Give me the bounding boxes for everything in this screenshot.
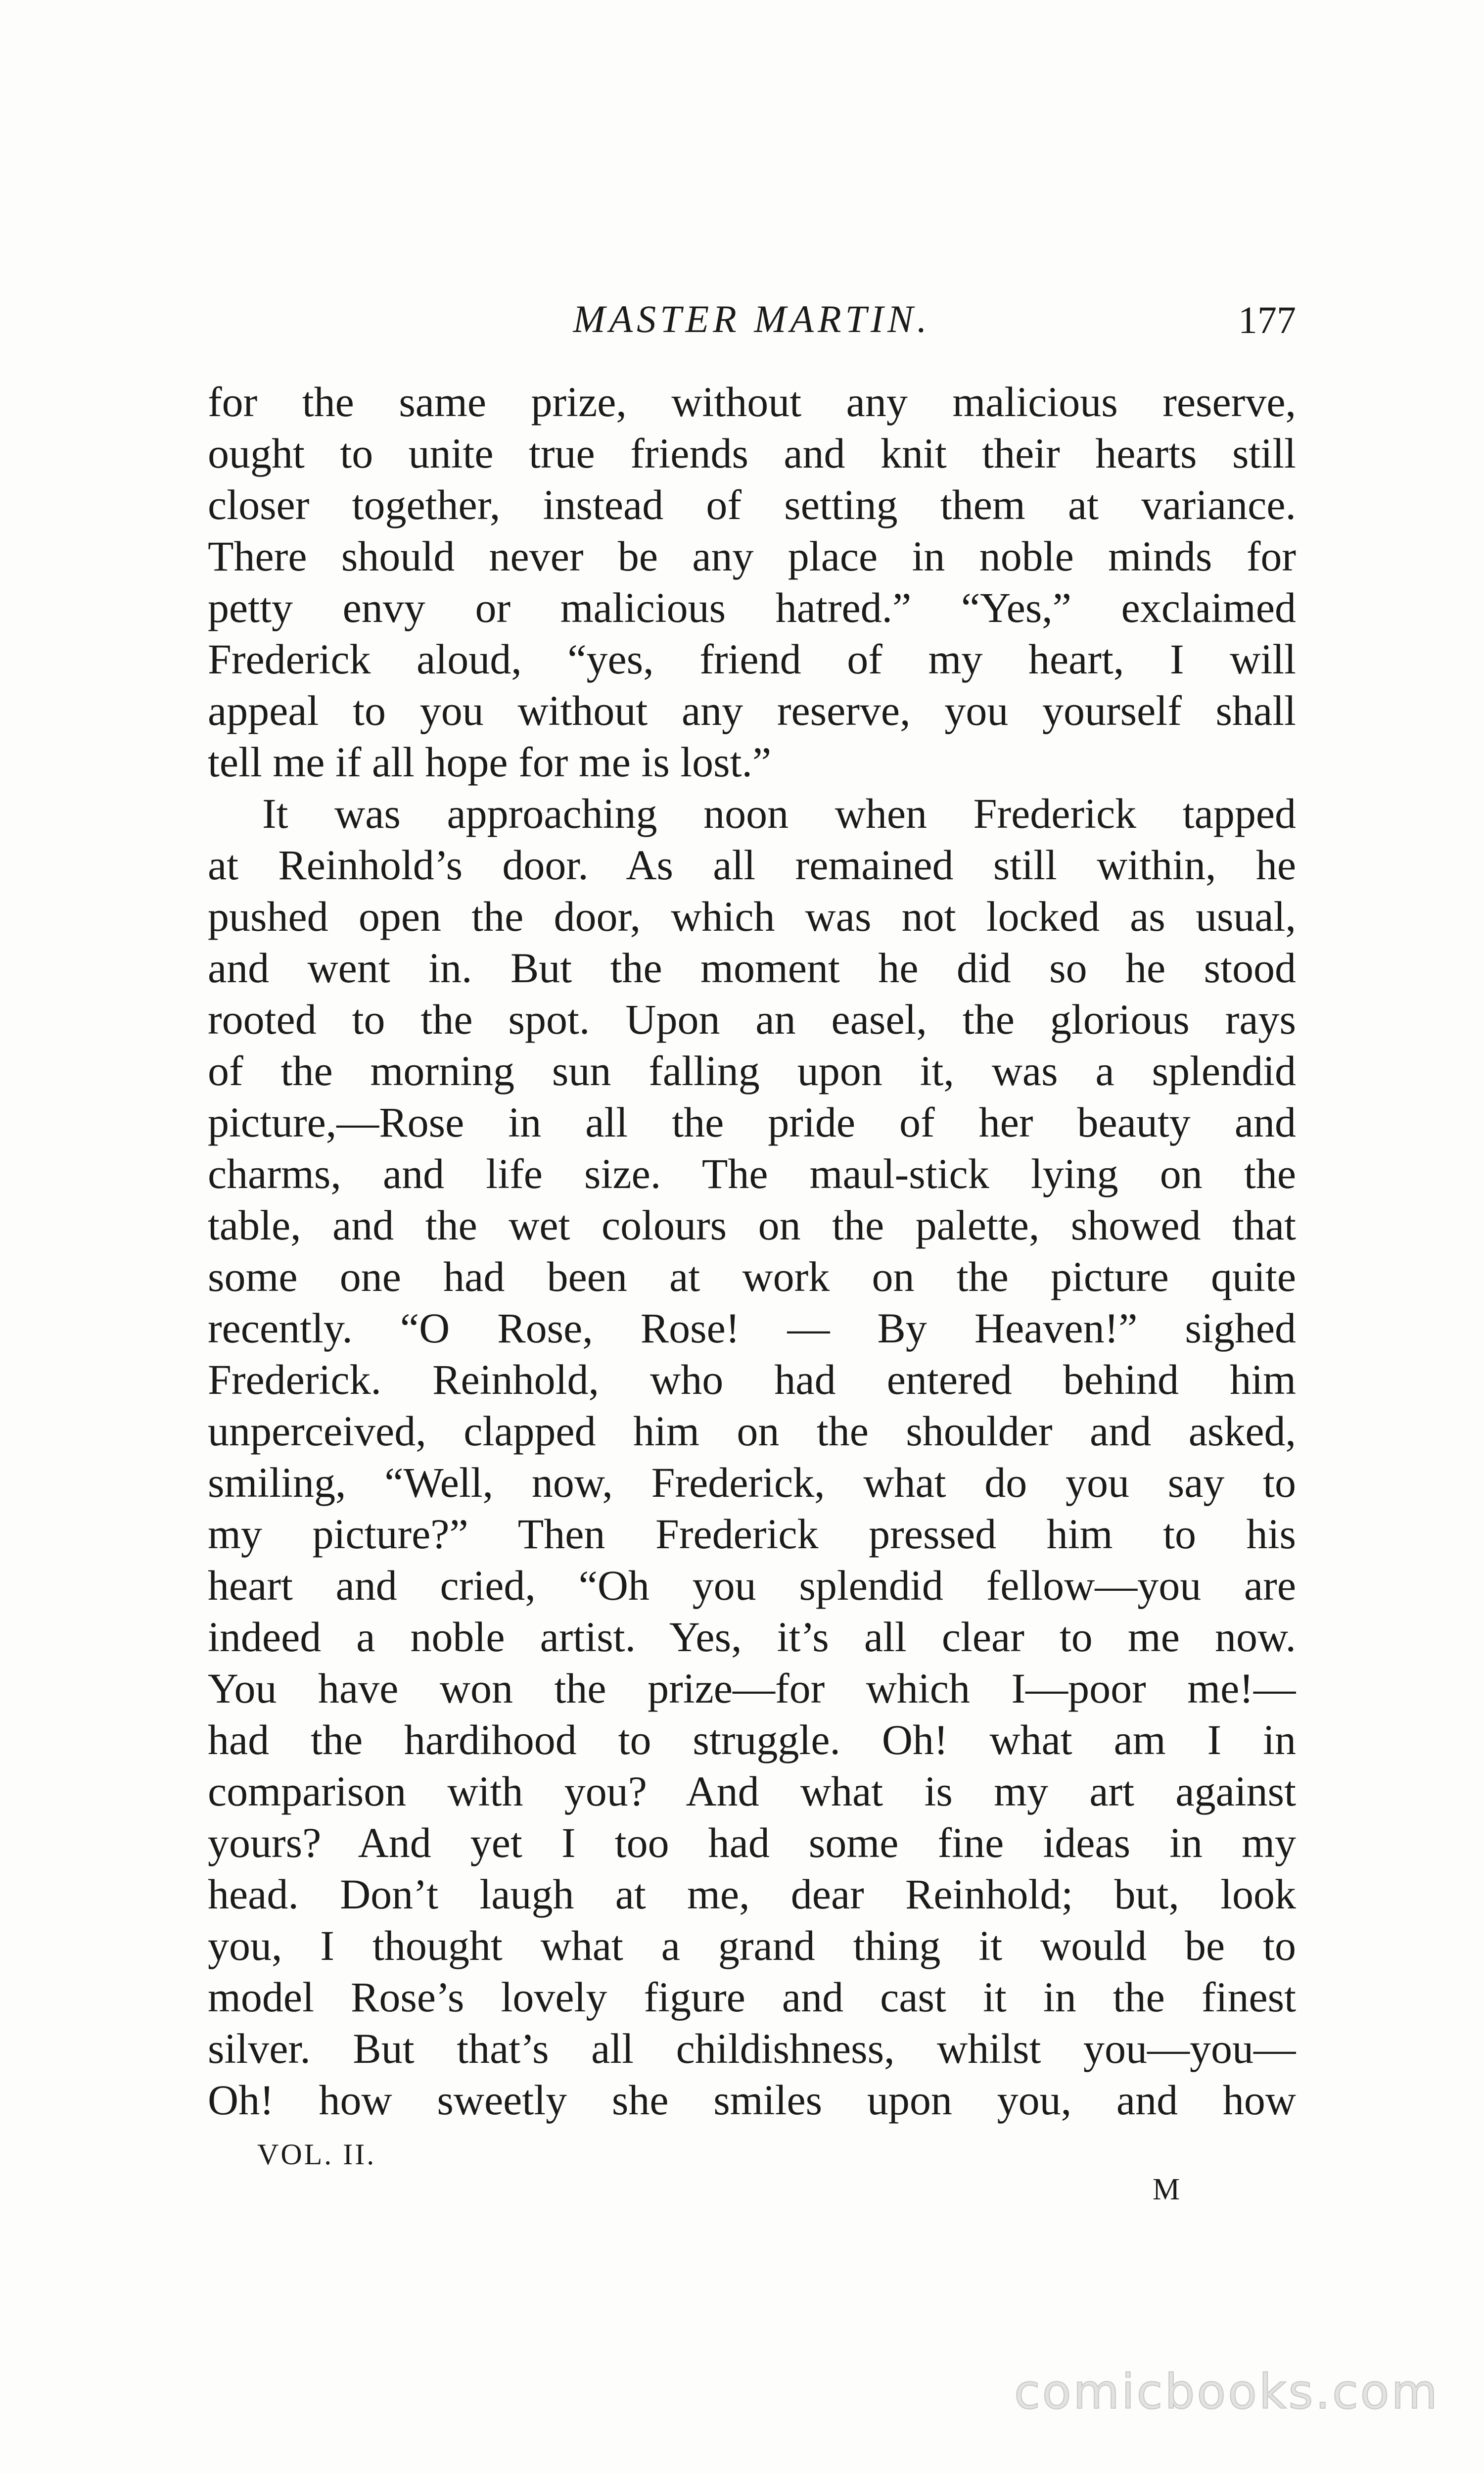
text-line: yours? And yet I too had some fine ideas in my (208, 1819, 1296, 1866)
paragraph-start-line: It was approaching noon when Frederick tapped (262, 790, 1296, 837)
text-line: appeal to you without any reserve, you yourself shall (208, 687, 1296, 734)
text-line: for the same prize, without any malicious reserve, (208, 378, 1296, 426)
text-line: heart and cried, “Oh you splendid fellow—you are (208, 1562, 1296, 1609)
text-line: my picture?” Then Frederick pressed him to his (208, 1510, 1296, 1558)
watermark: comicbooks.com (1014, 2364, 1439, 2420)
text-line: of the morning sun falling upon it, was a splendid (208, 1047, 1296, 1094)
text-line: at Reinhold’s door. As all remained still within, he (208, 841, 1296, 889)
text-line: head. Don’t laugh at me, dear Reinhold; but, look (208, 1870, 1296, 1918)
text-line: petty envy or malicious hatred.” “Yes,” exclaimed (208, 584, 1296, 631)
text-line: Oh! how sweetly she smiles upon you, and how (208, 2076, 1296, 2124)
page-footer (257, 2138, 1247, 2227)
text-line: You have won the prize—for which I—poor me!— (208, 1665, 1296, 1712)
page-number: 177 (1238, 298, 1296, 341)
text-line: comparison with you? And what is my art against (208, 1767, 1296, 1815)
text-line: some one had been at work on the picture quite (208, 1253, 1296, 1300)
text-line: picture,—Rose in all the pride of her beauty and (208, 1098, 1296, 1146)
text-line: silver. But that’s all childishness, whilst you—you— (208, 2025, 1296, 2072)
text-line: There should never be any place in noble minds for (208, 532, 1296, 580)
volume-label: VOL. II. (257, 2138, 376, 2171)
text-line: ought to unite true friends and knit their hearts still (208, 429, 1296, 477)
text-line: pushed open the door, which was not locked as usual, (208, 893, 1296, 940)
text-line: closer together, instead of setting them at variance. (208, 481, 1296, 528)
text-line: recently. “O Rose, Rose! — By Heaven!” sighed (208, 1304, 1296, 1352)
text-line: Frederick aloud, “yes, friend of my heart, I will (208, 635, 1296, 683)
body-text (208, 376, 1296, 2126)
running-title: MASTER MARTIN. (573, 297, 931, 340)
text-line: tell me if all hope for me is lost.” (208, 738, 772, 786)
text-line: Frederick. Reinhold, who had entered behind him (208, 1356, 1296, 1403)
text-line: you, I thought what a grand thing it would be to (208, 1922, 1296, 1969)
text-line: model Rose’s lovely figure and cast it in the finest (208, 1973, 1296, 2021)
signature-mark: M (1153, 2173, 1180, 2206)
text-line: charms, and life size. The maul-stick lying on the (208, 1150, 1296, 1197)
text-line: table, and the wet colours on the palette, showed that (208, 1201, 1296, 1249)
text-line: and went in. But the moment he did so he stood (208, 944, 1296, 992)
text-line: unperceived, clapped him on the shoulder and asked, (208, 1407, 1296, 1455)
text-line: smiling, “Well, now, Frederick, what do you say to (208, 1459, 1296, 1506)
text-line: indeed a noble artist. Yes, it’s all clear to me now. (208, 1613, 1296, 1661)
text-line: had the hardihood to struggle. Oh! what am I in (208, 1716, 1296, 1763)
running-head (208, 297, 1296, 351)
text-line: rooted to the spot. Upon an easel, the glorious rays (208, 996, 1296, 1043)
